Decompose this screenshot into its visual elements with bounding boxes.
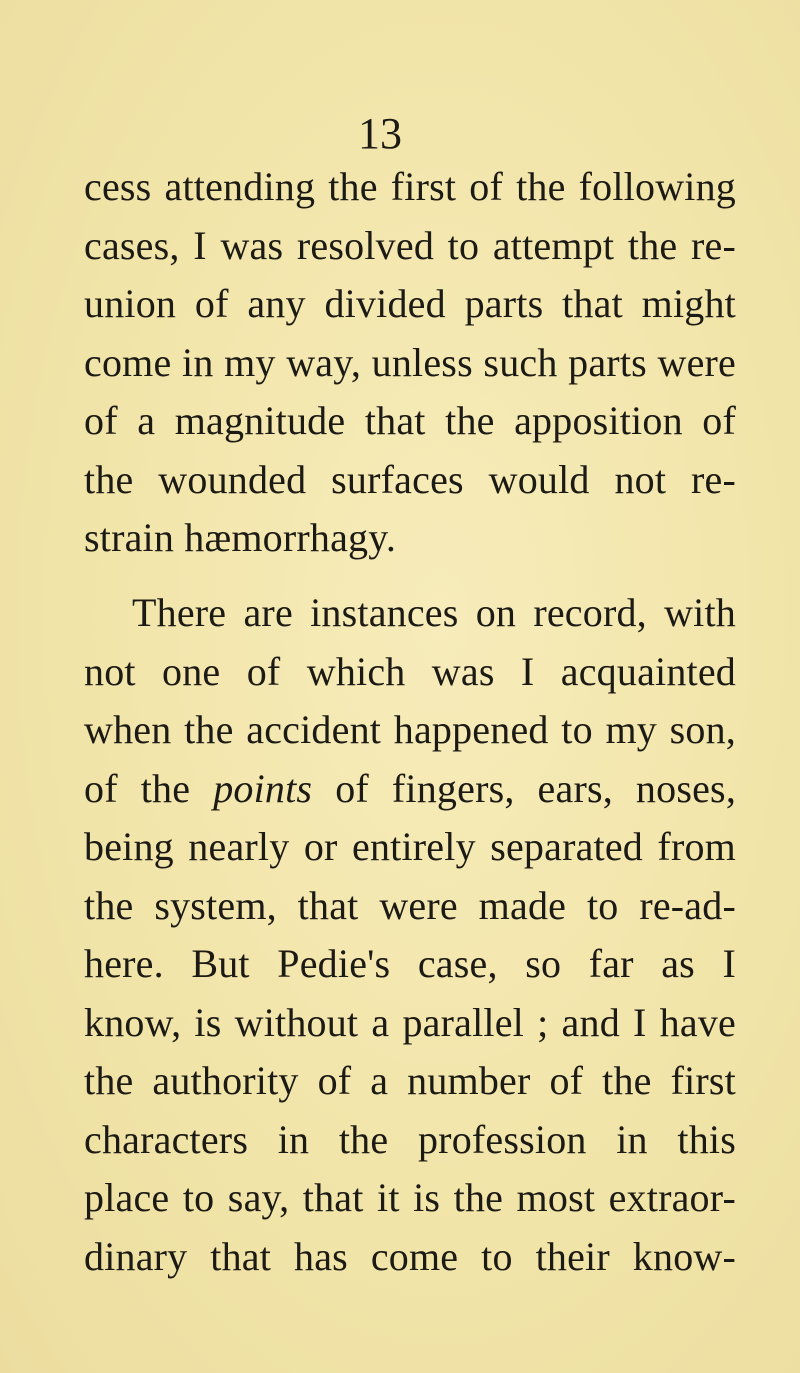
- text-line: dinary that has come to their know-: [84, 1233, 736, 1279]
- text-segment: of the: [84, 765, 191, 811]
- emphasis-text: points: [213, 765, 313, 811]
- text-line: know, is without a parallel ; and I have: [84, 999, 736, 1045]
- text-line: There are instances on record, with: [132, 590, 736, 635]
- text-line: characters in the profession in this: [84, 1116, 736, 1162]
- text-line: cess attending the first of the following: [84, 164, 736, 209]
- text-line: of a magnitude that the apposition of: [84, 398, 736, 443]
- text-segment: of fingers, ears, noses,: [335, 765, 737, 811]
- paragraph-1: [84, 158, 736, 568]
- text-line: place to say, that it is the most extraor-: [84, 1175, 736, 1220]
- text-line: being nearly or entirely separated from: [84, 824, 736, 869]
- text-line: when the accident happened to my son,: [84, 707, 736, 752]
- text-line: the system, that were made to re-ad-: [84, 882, 736, 928]
- text-line: come in my way, unless such parts were: [84, 339, 736, 385]
- text-line: the wounded surfaces would not re-: [84, 456, 736, 502]
- text-line-with-emphasis: [84, 760, 736, 819]
- paragraph-2: [84, 584, 736, 1286]
- text-line: here. But Pedie's case, so far as I: [84, 941, 736, 986]
- text-line: not one of which was I acquainted: [84, 648, 736, 694]
- text-line: strain hæmorrhagy.: [84, 515, 397, 560]
- text-line: union of any divided parts that might: [84, 281, 736, 326]
- page-number: 13: [358, 109, 402, 158]
- text-line: cases, I was resolved to attempt the re-: [84, 222, 736, 268]
- text-line: the authority of a number of the first: [84, 1058, 736, 1103]
